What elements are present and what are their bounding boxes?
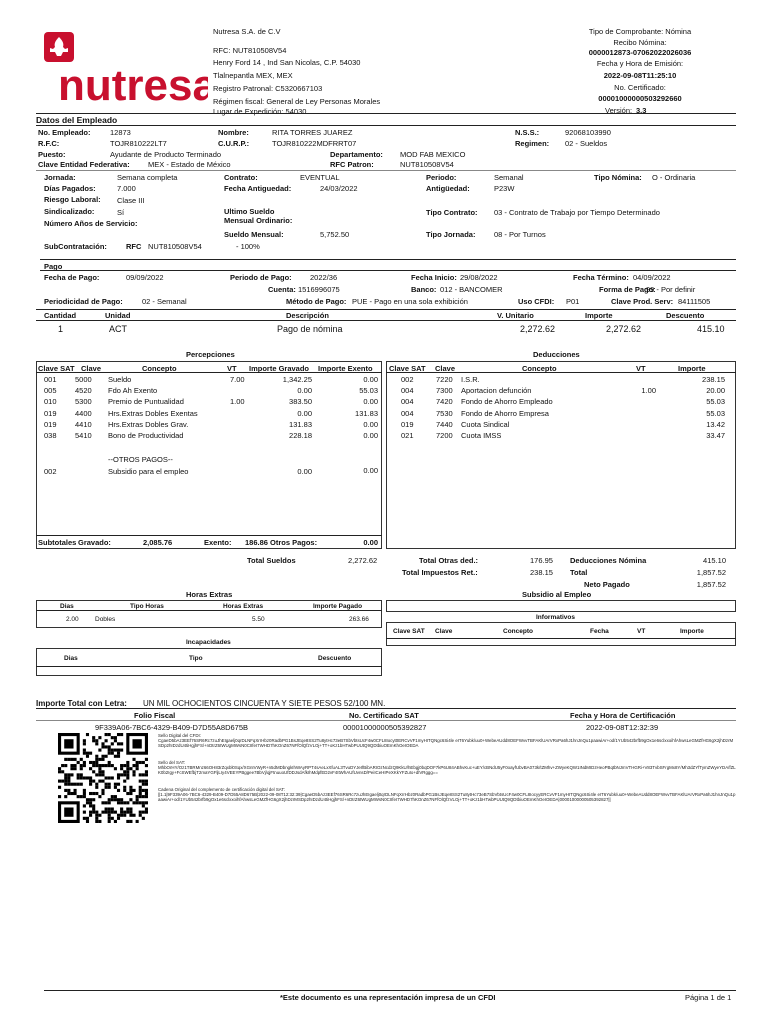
issuer-patronal: Registro Patronal: C5320667103 xyxy=(213,84,323,93)
antiguedad-label: Antigüedad: xyxy=(426,184,470,193)
ded-header-importe: Importe xyxy=(678,364,706,373)
perc-header-vt: VT xyxy=(227,364,237,373)
periodo-label: Periodo: xyxy=(426,173,457,182)
he-dias: 2.00 xyxy=(66,616,79,623)
sello-cfdi-value: CgaeD5bAz3EEf76SR6Rc7zuJhEIgaelj0qrDLNFqXrrHbz0RadbPG1BsJEqe8SS2Tu8ytHc73eB7SbVbtsUcF4w0CFL8Iocyt0ERCvVF1myHITQNgc6Si4le eIT6Yubk/uu0+WebeAUdd8OEFWvvTBFAKlUArVRxPa6hJ1hnJnQu1paawiAr+od/1YUb542brfb9gOx1e6sclxxoihfAhwsLeGMZfHG6gX2jhDzrMSDp2hIDzdU4tiHgjhFS/+nDtrZ6tWUgMWsN0CIIfeI7WHD7hKOnZ67NFfOlQfzVLOj+TT+oKz1bHTwbPUUtQ9QDtbiuOEmKhOeIOEDA xyxy=(158,738,734,748)
neto-pagado-label: Neto Pagado xyxy=(584,580,630,589)
otros-pagos-title: --OTROS PAGOS-- xyxy=(108,455,173,464)
ded-header-vt: VT xyxy=(636,364,646,373)
subsidio-table xyxy=(386,600,736,612)
perc-row-3-col-4: 0.00 xyxy=(297,408,312,418)
departamento-value: MOD FAB MEXICO xyxy=(400,150,466,159)
perc-row-5-col-5: 0.00 xyxy=(363,431,378,440)
subcontratacion-label: SubContratación: xyxy=(44,242,107,251)
concepto-header-descuento: Descuento xyxy=(666,311,705,320)
issuer-lugar: Lugar de Expedición: 54030 xyxy=(213,107,307,116)
puesto-value: Ayudante de Producto Terminado xyxy=(110,150,222,159)
metodo-pago-label: Método de Pago: xyxy=(286,297,347,306)
clave-prod-label: Clave Prod. Serv: xyxy=(611,297,674,306)
perc-row-1-col-1: 4520 xyxy=(75,386,92,396)
perc-row-5-col-4: 228.18 xyxy=(289,431,312,440)
perc-header-clave-sat: Clave SAT xyxy=(38,364,75,373)
importe-letra-value: UN MIL OCHOCIENTOS CINCUENTA Y SIETE PESOS 52/100 MN. xyxy=(143,699,386,708)
concepto-header-descripcion: Descripción xyxy=(286,311,329,320)
fecha-inicio-label: Fecha Inicio: xyxy=(411,273,457,282)
perc-header-exento: Importe Exento xyxy=(318,364,373,373)
company-logo xyxy=(28,28,208,108)
he-header-dias: Dias xyxy=(60,603,74,610)
rfc-value: TOJR810222LT7 xyxy=(110,139,167,148)
perc-row-1-col-2: Fdo Ah Exento xyxy=(108,386,158,396)
perc-row-0-col-5: 0.00 xyxy=(363,375,378,384)
fecha-termino-label: Fecha Término: xyxy=(573,273,629,282)
fecha-cert-label: Fecha y Hora de Certificación xyxy=(570,711,676,720)
perc-row-2-col-2: Premio de Puntualidad xyxy=(108,397,184,407)
periodicidad-value: 02 - Semanal xyxy=(142,297,187,306)
sub-rfc-value: NUT810508V54 xyxy=(148,242,202,251)
rfc-patron-label: RFC Patron: xyxy=(330,160,374,169)
concepto-vunitario: 2,272.62 xyxy=(520,324,556,334)
curp-label: C.U.R.P.: xyxy=(218,139,250,148)
cadena-label: Cadena Original del complemento de certificación digital del SAT: xyxy=(158,787,285,792)
fecha-antiguedad-label: Fecha Antiguedad: xyxy=(224,184,292,193)
qr-code-icon xyxy=(58,733,148,823)
forma-pago-label: Forma de Pago: xyxy=(599,285,656,294)
folio-fiscal-label: Folio Fiscal xyxy=(134,711,176,720)
banco-value: 012 - BANCOMER xyxy=(440,285,503,294)
rfc-patron-value: NUT810508V54 xyxy=(400,160,454,169)
he-horas: 5.50 xyxy=(252,616,265,623)
riesgo-value: Clase III xyxy=(117,196,145,205)
metodo-pago-value: PUE - Pago en una sola exhibición xyxy=(352,297,468,306)
pago-section-title: Pago xyxy=(44,262,63,271)
perc-row-2-col-4: 383.50 xyxy=(289,397,312,407)
informativos-title: Informativos xyxy=(536,614,576,621)
ded-row-5-col-1: 7200 xyxy=(436,431,453,440)
perc-row-5-col-1: 5410 xyxy=(75,431,92,440)
total-label: Total xyxy=(570,568,588,577)
perc-row-1-col-5: 55.03 xyxy=(359,386,378,396)
otros-pagos-label: Otros Pagos: xyxy=(270,538,318,547)
total-sueldos-label: Total Sueldos xyxy=(247,556,296,565)
sello-block xyxy=(158,733,736,822)
sueldo-mensual-label: Sueldo Mensual: xyxy=(224,230,284,239)
anios-servicio-label: Número Años de Servicio: xyxy=(44,219,138,228)
ded-row-3-col-1: 7530 xyxy=(436,408,453,418)
tipo-nomina-label: Tipo Nómina: xyxy=(594,173,642,182)
fecha-termino-value: 04/09/2022 xyxy=(633,273,671,282)
ded-row-0-col-2: I.S.R. xyxy=(461,375,480,384)
issuer-name: Nutresa S.A. de C.V xyxy=(213,27,281,36)
periodicidad-label: Periodicidad de Pago: xyxy=(44,297,123,306)
ded-row-5-col-4: 33.47 xyxy=(706,431,725,440)
perc-row-3-col-0: 019 xyxy=(44,408,57,418)
ded-header-clave-sat: Clave SAT xyxy=(389,364,426,373)
tipo-nomina-value: O - Ordinaria xyxy=(652,173,696,182)
perc-header-concepto: Concepto xyxy=(142,364,177,373)
sueldo-mensual-value: 5,752.50 xyxy=(320,230,350,239)
concepto-header-cantidad: Cantidad xyxy=(44,311,77,320)
ded-header-concepto: Concepto xyxy=(522,364,557,373)
dias-pagados-value: 7.000 xyxy=(117,184,136,193)
periodo-pago-label: Periodo de Pago: xyxy=(230,273,292,282)
jornada-value: Semana completa xyxy=(117,173,178,182)
perc-row-4-col-0: 019 xyxy=(44,419,57,429)
perc-row-2-col-1: 5300 xyxy=(75,397,92,407)
sub-percentage: - 100% xyxy=(236,242,260,251)
ded-row-2-col-2: Fondo de Ahorro Empleado xyxy=(461,397,553,407)
empleado-section-title: Datos del Empleado xyxy=(36,115,118,125)
info-header-concepto: Concepto xyxy=(503,628,533,635)
sello-sat-label: Sello del SAT: xyxy=(158,760,186,765)
subsidio-title: Subsidio al Empleo xyxy=(522,590,592,599)
logo-wordmark: nutresa xyxy=(58,61,208,108)
regimen-label: Regimen: xyxy=(515,139,550,148)
nombre-value: RITA TORRES JUAREZ xyxy=(272,128,353,137)
tipo-jornada-value: 08 - Por Turnos xyxy=(494,230,546,239)
ded-row-2-col-0: 004 xyxy=(401,397,414,407)
ded-row-4-col-1: 7440 xyxy=(436,419,453,429)
perc-row-2-col-5: 0.00 xyxy=(363,397,378,407)
ultimo-sueldo-label: Ultimo Sueldo xyxy=(224,207,275,216)
version-value: 3.3 xyxy=(636,106,647,115)
concepto-importe: 2,272.62 xyxy=(606,324,642,334)
total-otras-ded-value: 176.95 xyxy=(530,556,553,565)
incapacidades-title: Incapacidades xyxy=(186,639,231,646)
fecha-pago-label: Fecha de Pago: xyxy=(44,273,100,282)
sub-rfc-label: RFC xyxy=(126,242,142,251)
incap-header-dias: Dias xyxy=(64,655,78,662)
tipo-comprobante: Tipo de Comprobante: Nómina xyxy=(588,27,692,36)
perc-row-0-col-1: 5000 xyxy=(75,375,92,384)
ded-row-3-col-2: Fondo de Ahorro Empresa xyxy=(461,408,549,418)
ded-row-0-col-4: 238.15 xyxy=(702,375,725,384)
he-header-tipo: Tipo Horas xyxy=(130,603,164,610)
fecha-emision-label: Fecha y Hora de Emisión: xyxy=(596,59,684,68)
perc-row-0-col-0: 001 xyxy=(44,375,57,384)
perc-header-clave: Clave xyxy=(81,364,102,373)
info-header-importe: Importe xyxy=(680,628,704,635)
perc-row-4-col-1: 4410 xyxy=(75,419,92,429)
curp-value: TOJR810222MDFRRT07 xyxy=(272,139,357,148)
concepto-header-unidad: Unidad xyxy=(105,311,131,320)
recibo-value: 0000012873-07062022026036 xyxy=(588,48,692,57)
ded-row-5-col-2: Cuota IMSS xyxy=(461,431,502,440)
banco-label: Banco: xyxy=(411,285,437,294)
regimen-value: 02 - Sueldos xyxy=(565,139,608,148)
ded-row-4-col-4: 13.42 xyxy=(706,419,725,429)
sindicalizado-value: Sí xyxy=(117,208,125,217)
cadena-value: ||1.1|9F339A06-7BC6-4329-B409-D7D55A8D675B|2022-09-08T12:32:39|CgaeD5bAz3EEf76SR6Rc7zuJhEIgaelj0qrDLNFqXrrHbz0RadbPG1BsJEqe8SS2Tu8ytHc73eB7SbVbtsUcF4w0CFL8IocyyERCvVF1myHITQNgc6Si4le eIT6Yubk/uu0+WebeAUdd8OEFWvvTBFAKlUArVRxPa6hJ1hnJnQu1paawiAr+od/1YUb542brfb9gOx1e6sclxxoihfAhwsLeGMZfHG6gX2jhDzrMSDp2hIDzdU4tiHgjhFS/+nDtrZ6tWUgMWsN0CIIfeI7WHD7hKOnZ67NFfOlQfzVLOj+TT+oKz1bHTwbPUUtQ9QDtbiuOEmKhOeIOEDA|00001000000505392827|| xyxy=(158,792,736,802)
entidad-value: MEX - Estado de México xyxy=(148,160,231,169)
issuer-regimen: Régimen fiscal: General de Ley Personas Morales xyxy=(213,97,381,106)
perc-header-gravado: Importe Gravado xyxy=(249,364,310,373)
percepciones-title: Percepciones xyxy=(186,350,235,359)
perc-row-5-col-2: Bono de Productividad xyxy=(108,431,184,440)
ded-row-5-col-0: 021 xyxy=(401,431,414,440)
footer-note: *Este documento es una representación impresa de un CFDI xyxy=(280,993,496,1002)
gravado-label: Gravado: xyxy=(78,538,111,547)
perc-row-2-col-3: 1.00 xyxy=(230,397,245,407)
otros-pagos-value: 0.00 xyxy=(363,538,378,547)
he-tipo: Dobles xyxy=(95,616,116,623)
ded-row-2-col-1: 7420 xyxy=(436,397,453,407)
he-importe: 263.66 xyxy=(349,616,369,623)
periodo-value: Semanal xyxy=(494,173,524,182)
otros-row-gravado: 0.00 xyxy=(297,467,312,476)
horas-extras-title: Horas Extras xyxy=(186,590,233,599)
tipo-jornada-label: Tipo Jornada: xyxy=(426,230,476,239)
total-value: 1,857.52 xyxy=(696,568,726,577)
concepto-header-importe: Importe xyxy=(585,311,613,320)
recibo-label: Recibo Nómina: xyxy=(613,38,667,47)
contrato-label: Contrato: xyxy=(224,173,258,182)
sello-sat-value: MhbOrHY/Oz1TBRMnz66OH83rZqxbl0Sqx/XGnIVWyR+n5dMDbngkIhWAyRPT4sAeLxXfuAL3TvuDYJeIfBibARIOzNcdzQ9KkU/hEbgj0bqDOF7kP6U84ABhvKuc+uEY/cBNdU5yF0oayfUbvBA073k/tZMhv+ZWyeKQW1INdMIDzHeoPBqtbNJmVTHGRi+V83TvbSFrgMx8Y/Mh3dZYfTymZWyeYDA/fZLK0b2Igy+FcSWEfbjT2maYGFljLIy4VEEYPBggee7BbVj/qjFtnuuoUfDDJsdAfkIhMdpfED2vF4ItWhAUfUvnsD/PeiICeHIPeXKkYFZuIo+dlVRggg== xyxy=(158,765,736,775)
issuer-rfc: RFC: NUT810508V54 xyxy=(213,46,287,55)
concepto-header-vunitario: V. Unitario xyxy=(497,311,534,320)
ded-row-1-col-2: Aportacion defunción xyxy=(461,386,532,396)
perc-row-4-col-5: 0.00 xyxy=(363,419,378,429)
importe-letra-label: Importe Total con Letra: xyxy=(36,699,127,708)
total-impuestos-label: Total Impuestos Ret.: xyxy=(402,568,478,577)
cert-sat-value: 00001000000505392827 xyxy=(343,723,427,732)
fecha-pago-value: 09/09/2022 xyxy=(126,273,164,282)
perc-row-4-col-2: Hrs.Extras Dobles Grav. xyxy=(108,419,189,429)
antiguedad-value: P23W xyxy=(494,184,515,193)
deducciones-title: Deducciones xyxy=(533,350,580,359)
perc-row-5-col-0: 038 xyxy=(44,431,57,440)
perc-row-2-col-0: 010 xyxy=(44,397,57,407)
neto-pagado-value: 1,857.52 xyxy=(696,580,726,589)
concepto-descuento: 415.10 xyxy=(697,324,725,334)
folio-fiscal-value: 9F339A06-7BC6-4329-B409-D7D55A8D675B xyxy=(95,723,249,732)
total-sueldos-value: 2,272.62 xyxy=(348,556,378,565)
perc-row-3-col-1: 4400 xyxy=(75,408,92,418)
concepto-unidad: ACT xyxy=(109,324,127,334)
periodo-pago-value: 2022/36 xyxy=(310,273,338,282)
info-header-vt: VT xyxy=(637,628,646,635)
puesto-label: Puesto: xyxy=(38,150,66,159)
forma-pago-value: 99 - Por definir xyxy=(646,285,696,294)
riesgo-label: Riesgo Laboral: xyxy=(44,195,101,204)
otros-row-clave-sat: 002 xyxy=(44,467,57,476)
total-otras-ded-label: Total Otras ded.: xyxy=(419,556,479,565)
ded-row-4-col-2: Cuota Sindical xyxy=(461,419,510,429)
perc-row-3-col-2: Hrs.Extras Dobles Exentas xyxy=(108,408,198,418)
incapacidades-table xyxy=(36,648,382,676)
nombre-label: Nombre: xyxy=(218,128,249,137)
ded-row-1-col-0: 004 xyxy=(401,386,414,396)
fecha-emision-value: 2022-09-08T11:25:10 xyxy=(603,71,677,80)
deducciones-nomina-label: Deducciones Nómina xyxy=(570,556,647,565)
jornada-label: Jornada: xyxy=(44,173,76,182)
otros-row-concepto: Subsidio para el empleo xyxy=(108,467,189,476)
tipo-contrato-label: Tipo Contrato: xyxy=(426,208,478,217)
ded-row-0-col-0: 002 xyxy=(401,375,414,384)
departamento-label: Departamento: xyxy=(330,150,383,159)
cert-sat-label: No. Certificado SAT xyxy=(349,711,419,720)
deducciones-nomina-value: 415.10 xyxy=(703,556,726,565)
no-certificado-value: 00001000000503292660 xyxy=(598,94,682,103)
he-header-importe: Importe Pagado xyxy=(313,603,363,610)
ded-row-2-col-4: 55.03 xyxy=(706,397,725,407)
tipo-contrato-value: 03 - Contrato de Trabajo por Tiempo Determinado xyxy=(494,208,660,217)
cuenta-value: 1516996075 xyxy=(298,285,340,294)
concepto-descripcion: Pago de nómina xyxy=(277,324,343,334)
cuenta-label: Cuenta: xyxy=(268,285,296,294)
issuer-address2: Tlalnepantla MEX, MEX xyxy=(213,71,293,80)
rfc-label: R.F.C: xyxy=(38,139,60,148)
perc-row-0-col-3: 7.00 xyxy=(230,375,245,384)
perc-row-0-col-4: 1,342.25 xyxy=(282,375,312,384)
nss-value: 92068103990 xyxy=(565,128,611,137)
exento-label: Exento: xyxy=(204,538,232,547)
clave-prod-value: 84111505 xyxy=(678,297,711,306)
total-impuestos-value: 238.15 xyxy=(530,568,553,577)
perc-row-1-col-4: 0.00 xyxy=(297,386,312,396)
info-header-fecha: Fecha xyxy=(590,628,609,635)
uso-cfdi-label: Uso CFDI: xyxy=(518,297,555,306)
perc-row-3-col-5: 131.83 xyxy=(355,408,378,418)
fecha-antiguedad-value: 24/03/2022 xyxy=(320,184,358,193)
incap-header-tipo: Tipo xyxy=(189,655,203,662)
issuer-address1: Henry Ford 14 , Ind San Nicolas, C.P. 54030 xyxy=(213,58,361,67)
ded-row-3-col-4: 55.03 xyxy=(706,408,725,418)
ded-header-clave: Clave xyxy=(435,364,456,373)
info-header-clave: Clave xyxy=(435,628,453,635)
fecha-cert-value: 2022-09-08T12:32:39 xyxy=(586,723,659,732)
exento-value: 186.86 xyxy=(245,538,268,547)
mensual-ordinario-label: Mensual Ordinario: xyxy=(224,216,293,225)
no-empleado-value: 12873 xyxy=(110,128,131,137)
no-certificado-label: No. Certificado: xyxy=(614,83,666,92)
subtotales-label: Subtotales xyxy=(38,538,77,547)
incap-header-descuento: Descuento xyxy=(318,655,352,662)
ded-row-1-col-1: 7300 xyxy=(436,386,453,396)
uso-cfdi-value: P01 xyxy=(566,297,580,306)
otros-row-exento: 0.00 xyxy=(363,466,378,475)
ded-row-1-col-4: 20.00 xyxy=(706,386,725,396)
sindicalizado-label: Sindicalizado: xyxy=(44,207,95,216)
entidad-label: Clave Entidad Federativa: xyxy=(38,160,130,169)
ded-row-1-col-3: 1.00 xyxy=(641,386,656,396)
version-label: Versión: xyxy=(605,106,633,115)
perc-row-0-col-2: Sueldo xyxy=(108,375,132,384)
he-header-horas: Horas Extras xyxy=(223,603,264,610)
no-empleado-label: No. Empleado: xyxy=(38,128,91,137)
sello-cfdi-label: Sello Digital del CFDI: xyxy=(158,733,201,738)
ded-row-3-col-0: 004 xyxy=(401,408,414,418)
concepto-cantidad: 1 xyxy=(58,324,64,334)
perc-row-1-col-0: 005 xyxy=(44,386,57,396)
info-header-clave-sat: Clave SAT xyxy=(393,628,425,635)
ded-row-0-col-1: 7220 xyxy=(436,375,453,384)
nss-label: N.S.S.: xyxy=(515,128,540,137)
contrato-value: EVENTUAL xyxy=(300,173,340,182)
dias-pagados-label: Días Pagados: xyxy=(44,184,96,193)
gravado-value: 2,085.76 xyxy=(143,538,173,547)
fecha-inicio-value: 29/08/2022 xyxy=(460,273,498,282)
ded-row-4-col-0: 019 xyxy=(401,419,414,429)
page-number: Página 1 de 1 xyxy=(685,993,732,1002)
perc-row-4-col-4: 131.83 xyxy=(289,419,312,429)
